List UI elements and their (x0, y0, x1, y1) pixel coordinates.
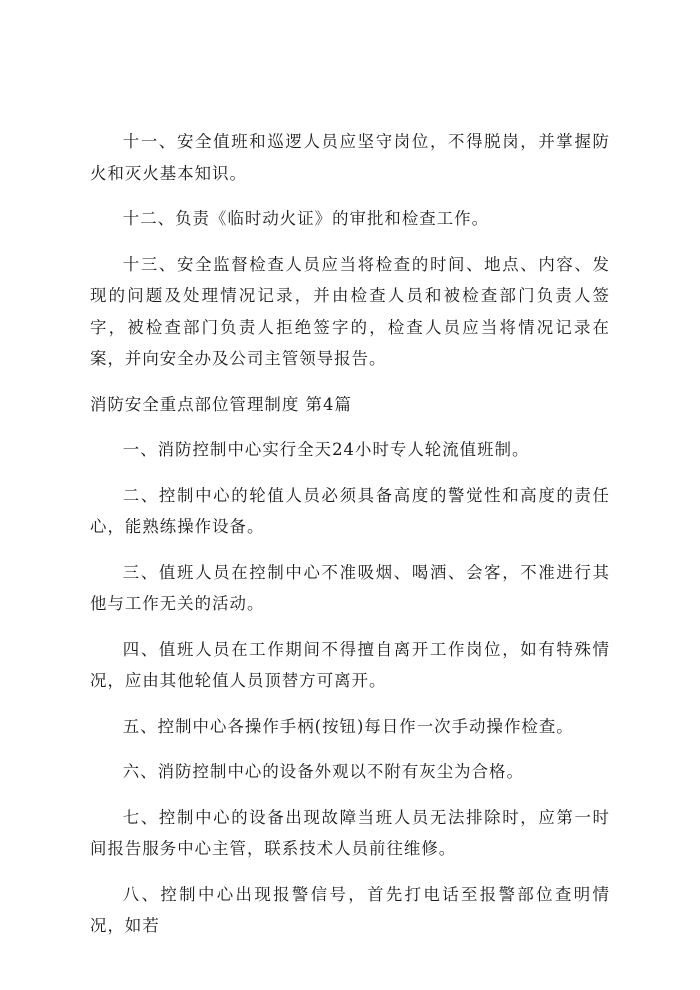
paragraph-8: 八、控制中心出现报警信号，首先打电话至报警部位查明情况，如若 (90, 884, 610, 935)
paragraph-12: 十二、负责《临时动火证》的审批和检查工作。 (122, 209, 490, 228)
paragraph-7: 七、控制中心的设备出现故障当班人员无法排除时，应第一时间报告服务中心主管，联系技术人员前往维修。 (90, 807, 610, 858)
paragraph-5: 五、控制中心各操作手柄(按钮)每日作一次手动操作检查。 (122, 716, 574, 736)
section-title: 消防安全重点部位管理制度 第4篇 (90, 394, 352, 414)
paragraph-11: 十一、安全值班和巡逻人员应坚守岗位，不得脱岗，并掌握防火和灭火基本知识。 (90, 132, 610, 183)
paragraph-6: 六、消防控制中心的设备外观以不附有灰尘为合格。 (122, 762, 524, 781)
paragraph-2: 二、控制中心的轮值人员必须具备高度的警觉性和高度的责任心，能熟练操作设备。 (90, 485, 610, 536)
paragraph-3: 三、值班人员在控制中心不准吸烟、喝酒、会客，不准进行其他与工作无关的活动。 (90, 562, 610, 613)
paragraph-1: 一、消防控制中心实行全天24小时专人轮流值班制。 (122, 440, 530, 459)
paragraph-13: 十三、安全监督检查人员应当将检查的时间、地点、内容、发现的问题及处理情况记录，并由检查人员和被检查部门负责人签字，被检查部门负责人拒绝签字的，检查人员应当将情况记录在案，并向安全办及公司主管领导报告。 (90, 254, 610, 368)
document-body (90, 126, 610, 956)
paragraph-4: 四、值班人员在工作期间不得擅自离开工作岗位，如有特殊情况，应由其他轮值人员顶替方可离开。 (90, 639, 610, 690)
